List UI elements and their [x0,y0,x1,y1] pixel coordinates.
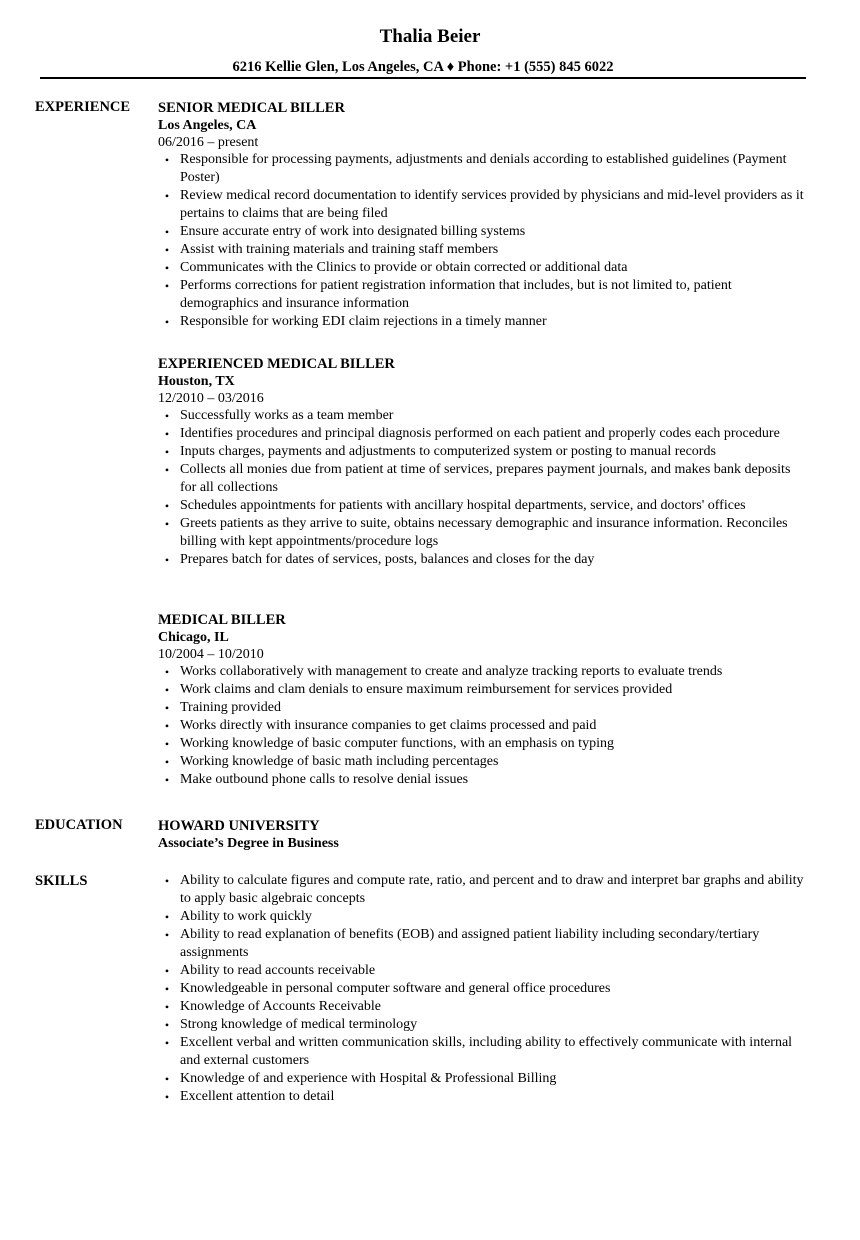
job-title: EXPERIENCED MEDICAL BILLER [158,356,395,372]
school-name: HOWARD UNIVERSITY [158,818,320,834]
job-duties-list [158,407,818,569]
job-dates: 06/2016 – present [158,135,259,150]
bullet-glyph: • [164,225,170,239]
bullet-text: Review medical record documentation to identify services provided by physicians and mid-level providers as it pertains to claims that are being filed [180,188,804,221]
bullet-item [158,407,806,425]
bullet-item [158,771,806,789]
bullet-glyph: • [164,261,170,275]
bullet-glyph: • [164,910,170,924]
degree-name: Associate’s Degree in Business [158,836,339,851]
bullet-text: Excellent verbal and written communication skills, including ability to effectively communicate with internal and external customers [180,1035,793,1068]
bullet-item [158,461,806,497]
bullet-text: Working knowledge of basic computer functions, with an emphasis on typing [180,736,614,751]
bullet-item [158,735,806,753]
bullet-text: Successfully works as a team member [180,408,394,423]
bullet-text: Training provided [180,700,281,715]
education-entry [158,817,818,852]
bullet-glyph: • [164,1018,170,1032]
bullet-text: Performs corrections for patient registration information that includes, but is not limited to, patient demographics and insurance information [180,278,732,311]
bullet-item [158,908,806,926]
bullet-glyph: • [164,517,170,531]
bullet-text: Make outbound phone calls to resolve denial issues [180,772,469,787]
bullet-item [158,241,806,259]
job-title: MEDICAL BILLER [158,612,286,628]
bullet-text: Responsible for working EDI claim rejections in a timely manner [180,314,547,329]
bullet-item [158,425,806,443]
bullet-glyph: • [164,1090,170,1104]
bullet-text: Assist with training materials and training staff members [180,242,499,257]
bullet-glyph: • [164,279,170,293]
bullet-text: Excellent attention to detail [180,1089,335,1104]
bullet-item [158,443,806,461]
bullet-text: Responsible for processing payments, adjustments and denials according to established guidelines (Payment Poster) [180,152,787,185]
job-entry [158,611,818,789]
bullet-glyph: • [164,463,170,477]
bullet-item [158,998,806,1016]
section-label-education: EDUCATION [35,817,123,833]
bullet-text: Knowledge of Accounts Receivable [180,999,381,1014]
bullet-text: Knowledgeable in personal computer software and general office procedures [180,981,611,996]
bullet-text: Working knowledge of basic math including percentages [180,754,499,769]
bullet-item [158,872,806,908]
bullet-glyph: • [164,1036,170,1050]
bullet-item [158,223,806,241]
bullet-glyph: • [164,773,170,787]
bullet-glyph: • [164,719,170,733]
bullet-item [158,717,806,735]
bullet-text: Strong knowledge of medical terminology [180,1017,418,1032]
bullet-item [158,515,806,551]
bullet-glyph: • [164,683,170,697]
bullet-item [158,1016,806,1034]
bullet-text: Ability to read accounts receivable [180,963,376,978]
bullet-item [158,980,806,998]
bullet-glyph: • [164,553,170,567]
bullet-glyph: • [164,1072,170,1086]
candidate-name: Thalia Beier [379,26,481,47]
bullet-glyph: • [164,665,170,679]
bullet-text: Identifies procedures and principal diagnosis performed on each patient and properly codes each procedure [180,426,780,441]
bullet-text: Greets patients as they arrive to suite, obtains necessary demographic and insurance information. Reconciles billing with kept appointments/procedure logs [180,516,788,549]
section-label-experience: EXPERIENCE [35,99,131,115]
job-location: Houston, TX [158,374,235,389]
job-location: Los Angeles, CA [158,118,257,133]
job-duties-list [158,663,818,789]
bullet-text: Works collaboratively with management to create and analyze tracking reports to evaluate trends [180,664,723,679]
bullet-item [158,187,806,223]
bullet-glyph: • [164,982,170,996]
bullet-glyph: • [164,737,170,751]
bullet-glyph: • [164,1000,170,1014]
bullet-glyph: • [164,427,170,441]
bullet-text: Prepares batch for dates of services, posts, balances and closes for the day [180,552,595,567]
job-title: SENIOR MEDICAL BILLER [158,100,345,116]
bullet-item [158,753,806,771]
contact-line: 6216 Kellie Glen, Los Angeles, CA ♦ Phone: +1 (555) 845 6022 [232,59,614,75]
job-dates: 10/2004 – 10/2010 [158,647,264,662]
bullet-glyph: • [164,189,170,203]
bullet-glyph: • [164,874,170,888]
bullet-text: Collects all monies due from patient at time of services, prepares payment journals, and makes bank deposits for all collections [180,462,791,495]
bullet-text: Inputs charges, payments and adjustments to computerized system or posting to manual records [180,444,716,459]
bullet-text: Schedules appointments for patients with ancillary hospital departments, service, and doctors' offices [180,498,746,513]
bullet-glyph: • [164,701,170,715]
bullet-glyph: • [164,243,170,257]
bullet-item [158,277,806,313]
bullet-text: Works directly with insurance companies to get claims processed and paid [180,718,597,733]
bullet-item [158,1034,806,1070]
bullet-item [158,497,806,515]
bullet-text: Ensure accurate entry of work into designated billing systems [180,224,526,239]
job-entry [158,355,818,569]
bullet-item [158,259,806,277]
skills-list [158,872,818,1106]
job-duties-list [158,151,818,331]
bullet-glyph: • [164,499,170,513]
bullet-glyph: • [164,445,170,459]
bullet-item [158,663,806,681]
bullet-glyph: • [164,153,170,167]
bullet-glyph: • [164,928,170,942]
bullet-glyph: • [164,755,170,769]
job-dates: 12/2010 – 03/2016 [158,391,264,406]
skills-entry [158,872,818,1106]
bullet-item [158,962,806,980]
bullet-glyph: • [164,409,170,423]
section-label-skills: SKILLS [35,873,88,889]
bullet-item [158,151,806,187]
bullet-text: Knowledge of and experience with Hospital & Professional Billing [180,1071,557,1086]
bullet-item [158,681,806,699]
bullet-text: Ability to read explanation of benefits (EOB) and assigned patient liability including secondary/tertiary assignments [180,927,760,960]
job-entry [158,99,818,331]
bullet-item [158,313,806,331]
bullet-text: Communicates with the Clinics to provide or obtain corrected or additional data [180,260,628,275]
bullet-item [158,699,806,717]
bullet-item [158,1070,806,1088]
header-divider [40,77,806,79]
bullet-text: Ability to calculate figures and compute rate, ratio, and percent and to draw and interpret bar graphs and ability to apply basic algebraic concepts [180,873,804,906]
bullet-item [158,1088,806,1106]
bullet-item [158,551,806,569]
bullet-item [158,926,806,962]
bullet-text: Ability to work quickly [180,909,312,924]
bullet-glyph: • [164,964,170,978]
bullet-glyph: • [164,315,170,329]
bullet-text: Work claims and clam denials to ensure maximum reimbursement for services provided [180,682,673,697]
job-location: Chicago, IL [158,630,229,645]
